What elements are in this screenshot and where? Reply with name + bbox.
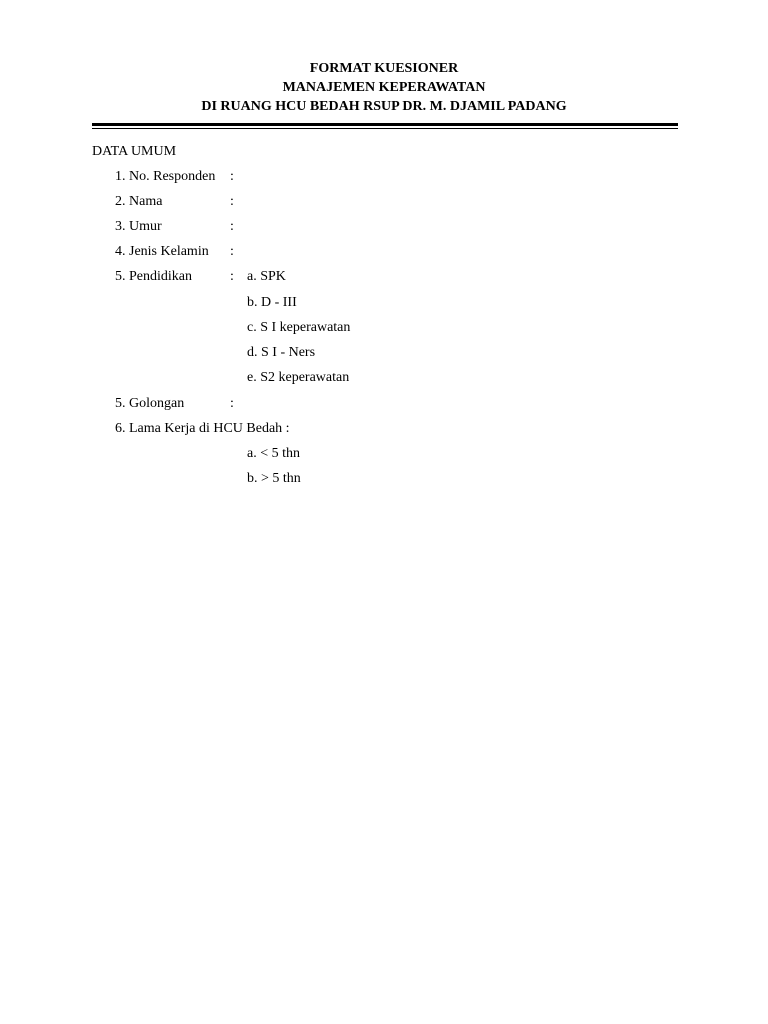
field-colon: : — [230, 269, 234, 284]
field-colon: : — [230, 396, 234, 411]
option-lama-kerja-a: a. < 5 thn — [247, 446, 300, 461]
header-rule-thin — [92, 128, 678, 129]
option-pendidikan-c: c. S I keperawatan — [247, 320, 351, 335]
field-colon: : — [230, 169, 234, 184]
field-label-pendidikan: 5. Pendidikan — [115, 269, 192, 284]
header-rule-thick — [92, 123, 678, 126]
option-pendidikan-b: b. D - III — [247, 295, 297, 310]
field-label-no-responden: 1. No. Responden — [115, 169, 216, 184]
field-label-jenis-kelamin: 4. Jenis Kelamin — [115, 244, 209, 259]
field-label-umur: 3. Umur — [115, 219, 162, 234]
field-label-lama-kerja: 6. Lama Kerja di HCU Bedah : — [115, 421, 290, 436]
option-pendidikan-e: e. S2 keperawatan — [247, 370, 350, 385]
field-colon: : — [230, 244, 234, 259]
title-line-3: DI RUANG HCU BEDAH RSUP DR. M. DJAMIL PADANG — [201, 99, 567, 114]
title-line-2: MANAJEMEN KEPERAWATAN — [282, 80, 486, 95]
field-colon: : — [230, 194, 234, 209]
field-label-nama: 2. Nama — [115, 194, 163, 209]
title-line-1: FORMAT KUESIONER — [309, 61, 459, 76]
option-lama-kerja-b: b. > 5 thn — [247, 471, 301, 486]
field-colon: : — [230, 219, 234, 234]
option-pendidikan-d: d. S I - Ners — [247, 345, 316, 360]
field-label-golongan: 5. Golongan — [115, 396, 185, 411]
section-title: DATA UMUM — [92, 144, 177, 159]
option-pendidikan-a: a. SPK — [247, 269, 286, 284]
